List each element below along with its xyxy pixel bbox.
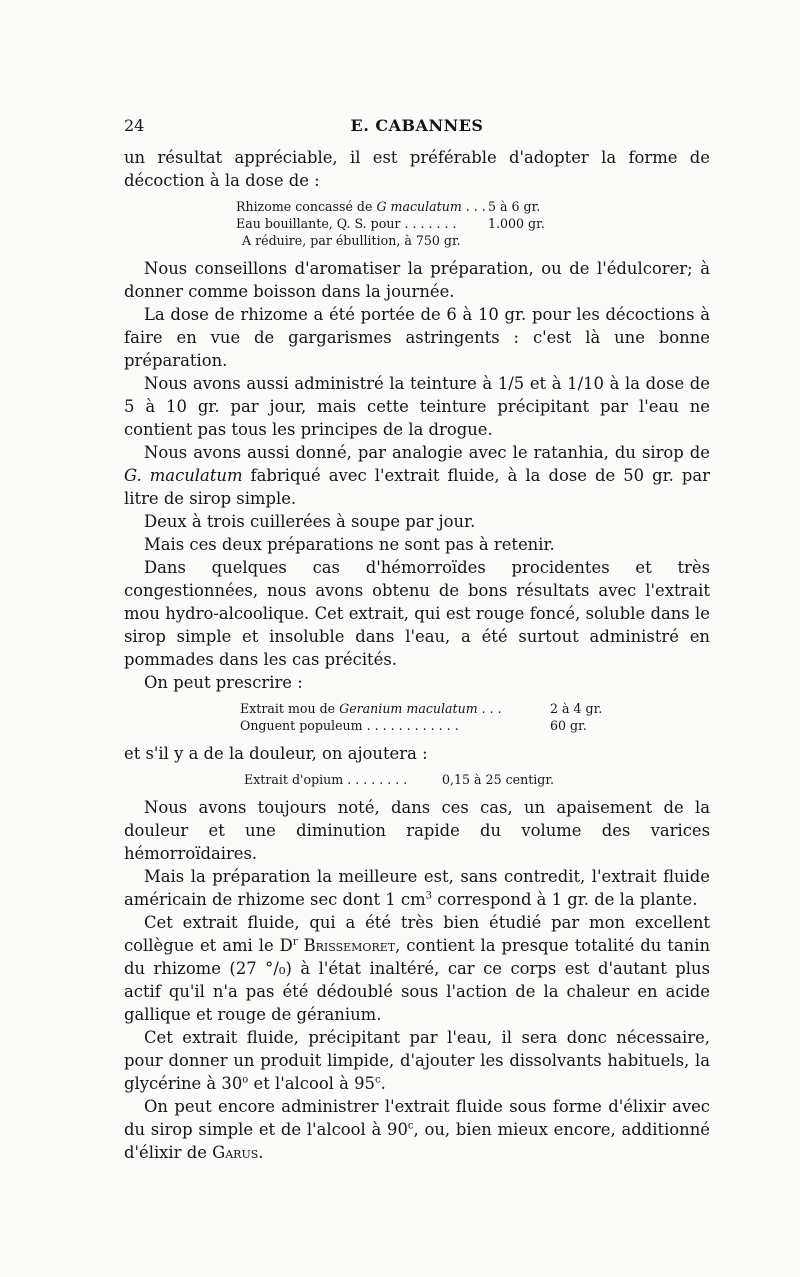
text-run: . [380, 1074, 386, 1093]
paragraph [124, 1026, 710, 1095]
paragraph: La dose de rhizome a été portée de 6 à 10 gr. pour les décoctions à faire en vue de gargarismes astringents : c'est là une bonne préparation. [124, 305, 710, 370]
text-run: Cet extrait fluide, précipitant par l'eau, il sera donc nécessaire, pour donner un produit limpide, d'ajouter les dissolvants habituels, la glycérine à 30 [124, 1028, 710, 1093]
paragraph: un résultat appréciable, il est préférable d'adopter la forme de décoction à la dose de : [124, 148, 710, 190]
species-name: G. maculatum [124, 466, 243, 485]
text-run: fabriqué avec l'extrait fluide, à la dose de 50 gr. par litre de sirop simple. [124, 466, 710, 508]
paragraph: On peut prescrire : [144, 673, 303, 692]
leader-dots: . . . . . . . . [347, 772, 408, 787]
text-run: Cet extrait fluide, qui a été très bien étudié par mon excellent collègue et ami le D [124, 913, 710, 955]
superscript: 3 [425, 890, 432, 902]
ingredient-text: Rhizome concassé de [236, 199, 377, 214]
text-run: On peut encore administrer l'extrait fluide sous forme d'élixir avec du sirop simple et de l'alcool à 90 [124, 1097, 710, 1139]
text-run: Nous avons aussi donné, par analogie avec le ratanhia, du sirop de [144, 443, 710, 462]
recipe-ingredient [244, 771, 442, 788]
ingredient-text: Extrait mou de [240, 701, 340, 716]
recipe-note: A réduire, par ébullition, à 750 gr. [242, 233, 461, 248]
paragraph: Nous avons toujours noté, dans ces cas, un apaisement de la douleur et une diminution rapide du volume des varices hémorroïdaires. [124, 798, 710, 863]
recipe-dose: 1.000 gr. [488, 216, 545, 231]
superscript: o [242, 1074, 249, 1086]
recipe-dose: 60 gr. [550, 718, 587, 733]
paragraph [124, 911, 710, 1026]
recipe-ingredient [240, 700, 550, 717]
person-name: Brissemoret [303, 936, 396, 955]
recipe-row [240, 717, 710, 734]
text-run: , contient la presque totalité du tanin du rhizome (27 °/₀) à l'état inaltéré, car ce corps est d'autant plus actif qu'il n'a pas été dédoublé sous l'action de la chaleur en acide gallique et rouge de géranium. [124, 936, 711, 1024]
superscript: c [407, 1120, 414, 1132]
paragraph [124, 865, 710, 911]
species-name: Geranium maculatum [339, 701, 478, 716]
leader-dots: . . . [481, 701, 502, 716]
paragraph: Dans quelques cas d'hémorroïdes procidentes et très congestionnées, nous avons obtenu de bons résultats avec l'extrait mou hydro-alcoolique. Cet extrait, qui est rouge foncé, soluble dans le sirop simple et insoluble dans l'eau, a été surtout administré en pommades dans les cas précités. [124, 558, 710, 669]
recipe-row [236, 215, 710, 232]
text-run: et l'alcool à 95 [248, 1074, 375, 1093]
ingredient-text: Onguent populeum [240, 718, 363, 733]
recipe-decoction [124, 198, 710, 249]
text-run: , ou, bien mieux encore, additionné d'élixir de [124, 1120, 710, 1162]
paragraph [124, 1095, 710, 1164]
leader-dots: . . . [465, 199, 486, 214]
paragraph: Nous conseillons d'aromatiser la préparation, ou de l'édulcorer; à donner comme boisson dans la journée. [124, 259, 710, 301]
recipe-ingredient [236, 198, 488, 215]
paragraph: Deux à trois cuillerées à soupe par jour. [144, 512, 476, 531]
paragraph [124, 441, 710, 510]
superscript: r [292, 936, 298, 948]
page-number: 24 [124, 116, 145, 135]
ingredient-text: Extrait d'opium [244, 772, 344, 787]
recipe-dose: 2 à 4 gr. [550, 701, 603, 716]
text-run: . [258, 1143, 264, 1162]
leader-dots: . . . . . . . . . . . . [366, 718, 459, 733]
superscript: c [374, 1074, 381, 1086]
paragraph: Mais ces deux préparations ne sont pas à retenir. [144, 535, 555, 554]
running-title: E. CABANNES [350, 116, 484, 135]
text-run: Mais la préparation la meilleure est, sans contredit, l'extrait fluide américain de rhizome sec dont 1 cm [124, 867, 710, 909]
recipe-row [240, 700, 710, 717]
recipe-dose: 5 à 6 gr. [488, 199, 541, 214]
recipe-ingredient [236, 215, 488, 232]
recipe-dose: 0,15 à 25 centigr. [442, 772, 554, 787]
recipe-row [236, 198, 710, 215]
recipe-pommade [124, 700, 710, 734]
species-name: G maculatum [376, 199, 462, 214]
recipe-row [244, 771, 710, 788]
text-run: correspond à 1 gr. de la plante. [432, 890, 698, 909]
page-body [124, 146, 710, 1164]
leader-dots: . . . . . . . [404, 216, 457, 231]
running-header [124, 116, 710, 138]
paragraph: et s'il y a de la douleur, on ajoutera : [124, 744, 428, 763]
paragraph: Nous avons aussi administré la teinture à 1/5 et à 1/10 à la dose de 5 à 10 gr. par jour, mais cette teinture précipitant par l'eau ne contient pas tous les principes de la drogue. [124, 374, 710, 439]
ingredient-text: Eau bouillante, Q. S. pour [236, 216, 401, 231]
recipe-opium [124, 771, 710, 788]
product-name: Garus [212, 1143, 259, 1162]
recipe-ingredient [240, 717, 550, 734]
